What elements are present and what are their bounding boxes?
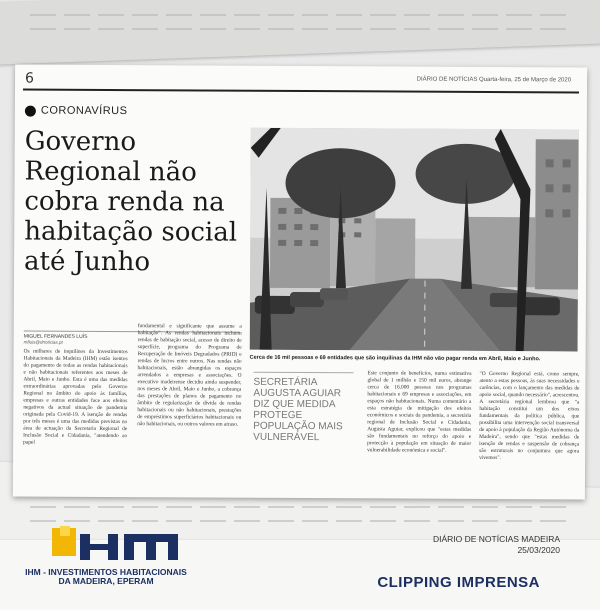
background-text-lines (30, 506, 570, 508)
street-trees-photo-icon (250, 128, 579, 352)
background-text-lines (30, 28, 570, 30)
article-column-3: Este conjunto de benefícios, numa estimativa global de 1 milhão e 150 mil euros, abrange cerca de 16.000 pessoas nos programas habitacionais e 69 empresas e associações, em espaços não habitacionais. Numa comentário a esta estratégia de mitigação dos efeitos económicos e sociais da pandemia, a secretária regional de Inclusão Social e Cidadania, Augusta Aguiar, explicou que "estas medidas são fundamentais no reforço do apoio e protecção à população em situação de maior vulnerabilidade económica e social". (367, 370, 471, 455)
background-text-lines (30, 14, 570, 16)
section-tag (25, 105, 128, 118)
ihm-logo-icon (14, 526, 204, 566)
photo-caption: Cerca de 16 mil pessoas e 69 entidades que são inquilinas da IHM não vão pagar renda em Abril, Maio e Junho. (250, 355, 578, 363)
pull-quote: SECRETÁRIA AUGUSTA AGUIAR DIZ QUE MEDIDA PROTEGE POPULAÇÃO MAIS VULNERÁVEL (253, 372, 353, 444)
logo-line-2: DA MADEIRA, EPERAM (6, 577, 206, 586)
page-header-info: DIÁRIO DE NOTÍCIAS Quarta-feira, 25 de Março de 2020 (417, 77, 571, 84)
background-newspaper-top (0, 0, 600, 65)
source-name: DIÁRIO DE NOTÍCIAS MADEIRA (433, 534, 560, 545)
article-column-1: Os milhares de inquilinos da Investimentos Habitacionais da Madeira (IHM) estão isentos do pagamento de todas as rendas habitacionais e não habitacionais referentes aos meses de Abril, Maio e Junho. Esta é uma das medidas extraordinárias aprovadas pelo Governo Regional no âmbito do apoio às famílias, empresas e outras entidades face aos efeitos negativos da actual situação de pandemia originada pela Covid-19. A isenção de rendas por três meses é uma das medidas previstas no área de actuação da Secretaria Regional de Inclusão Social e Cidadania, "atendendo ao papel (23, 349, 128, 448)
author-email: mfluis@dnoticias.pt (24, 340, 240, 346)
clipping-label: CLIPPING IMPRENSA (377, 574, 540, 591)
source-date: 25/03/2020 (433, 545, 560, 556)
section-label: CORONAVÍRUS (41, 105, 128, 117)
headline: Governo Regional não cobra renda na habitação social até Junho (24, 127, 257, 278)
background-text-lines (30, 520, 570, 522)
article-column-2: fundamental e significante que assume a habitação". As rendas habitacionais incluem rendas de habitação social, acesso de direito de superfície, programa do Programa de Recuperação de Imóveis Degradados (PRID) e rendas de lucros entre outros. Nas rendas não habitacionais, estão abrangidas os espaços arrendados a empresas e associações. O executivo madeirense decidiu ainda suspender, nos meses de Abril, Maio e Junho, a cobrança das prestações de planos de pagamento no âmbito de regularização de dívida de rendas habitacionais ou não habitacionais, prestações de empréstimos superficiários habitacionais ou não habitacionais, ou outros valores em atraso. (137, 323, 242, 429)
bullet-icon (25, 105, 36, 116)
article-photo (250, 128, 579, 352)
article-column-4: "O Governo Regional está, como sempre, atento a estas pessoas, às suas necessidades e carências, com o lançamento das medidas de apoio social, quando necessário", acrescentou. A secretária regional lembrou que "a habitação constitui um dos eixos fundamentais da política pública, que possibilita uma intervenção social transversal de apoio à população da Região Autónoma da Madeira", sendo que "estas medidas de isenção de rendas e suspensão de cobrança são estruturais no conjuntura que agora vivemos". (479, 371, 579, 463)
page-number: 6 (25, 71, 34, 87)
clipping-source (433, 534, 560, 556)
newspaper-page (13, 65, 587, 500)
header-rule (23, 89, 579, 94)
logo-text (6, 568, 206, 586)
logo-line-1: IHM - INVESTIMENTOS HABITACIONAIS (6, 568, 206, 577)
author-name: MIGUEL FERNANDES LUÍS (24, 334, 88, 340)
